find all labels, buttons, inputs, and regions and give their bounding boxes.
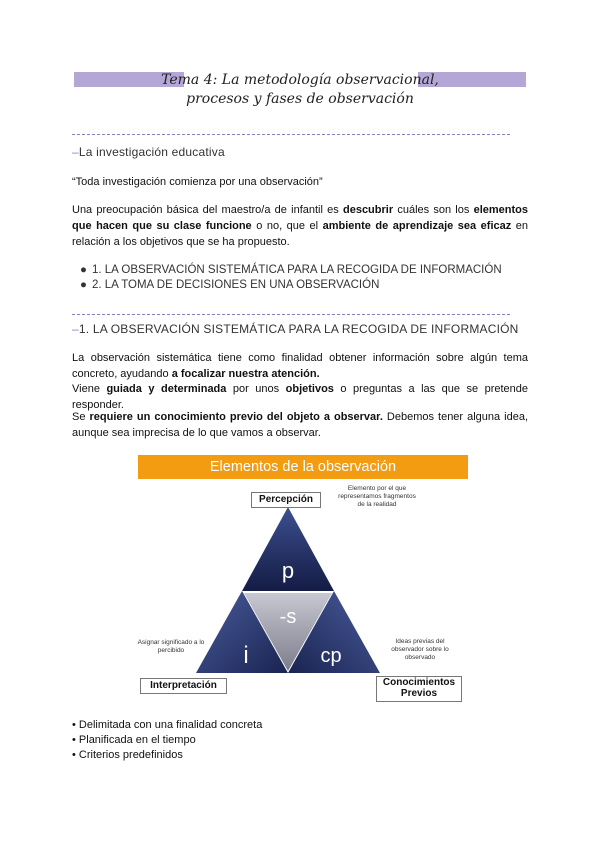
quote-text: “Toda investigación comienza por una observación” (72, 176, 323, 188)
bold-run: ambiente de aprendizaje sea eficaz (322, 220, 512, 232)
section-divider (72, 134, 510, 135)
text-run: por unos (226, 383, 286, 395)
toc-item-label: 1. LA OBSERVACIÓN SISTEMÁTICA PARA LA RECOGIDA DE INFORMACIÓN (92, 264, 502, 276)
tri-label-cp: cp (320, 645, 342, 667)
bold-run: a focalizar nuestra atención. (171, 368, 320, 380)
figure-header: Elementos de la observación (138, 455, 468, 479)
list-item: • Planificada en el tiempo (72, 734, 196, 746)
list-item: • Delimitada con una finalidad concreta (72, 719, 263, 731)
heading-dash: – (72, 322, 79, 336)
bold-run: objetivos (285, 383, 334, 395)
prior-knowledge-line2: Previos (400, 688, 438, 699)
bold-run: requiere un conocimiento previo del objeto a observar. (89, 411, 383, 423)
text-run: Se (72, 411, 90, 423)
section-divider (72, 314, 510, 315)
text-run: Una preocupación básica del maestro/a de infantil es (72, 204, 343, 216)
section-heading-text: 1. LA OBSERVACIÓN SISTEMÁTICA PARA LA RECOGIDA DE INFORMACIÓN (78, 322, 519, 336)
perception-note: Elemento por el que representamos fragmentos de la realidad (338, 485, 416, 508)
page-title-line1: Tema 4: La metodología observacional, (161, 72, 439, 88)
tri-label-i: i (243, 642, 249, 669)
page-title-line2: procesos y fases de observación (186, 91, 414, 107)
table-of-contents (72, 263, 502, 293)
paragraph-1 (72, 350, 528, 382)
bullet-icon: ● (80, 264, 87, 276)
toc-item-label: 2. LA TOMA DE DECISIONES EN UNA OBSERVACIÓN (92, 279, 380, 291)
bold-run: descubrir (342, 204, 394, 216)
bullet-icon: ● (80, 279, 87, 291)
toc-item (72, 278, 502, 293)
text-run: Viene (72, 383, 107, 395)
characteristics-list (72, 718, 262, 763)
text-run: Debemos tener alguna idea, aunque sea imprecisa de lo que vamos a observar. (72, 411, 529, 439)
perception-box: Percepción (251, 492, 321, 508)
heading-dash: – (72, 145, 79, 159)
text-run: en relación a los objetivos que se ha propuesto. (72, 220, 528, 248)
interpretation-note: Asignar significado a lo percibido (137, 639, 205, 654)
intro-paragraph (72, 202, 528, 250)
tri-label-p: p (281, 558, 295, 583)
observation-elements-figure (138, 455, 468, 703)
text-run: cuáles son los (393, 204, 474, 216)
toc-item (72, 263, 502, 278)
bold-run: guiada y determinada (106, 383, 227, 395)
text-run: La observación sistemática tiene como finalidad obtener información sobre algún tema concreto, ayudando (72, 352, 528, 380)
text-run: o no, que el (251, 220, 323, 232)
bold-run: elementos que hacen que su clase funcione (72, 204, 528, 232)
tri-label-s: -s (279, 606, 297, 628)
paragraph-3 (72, 409, 528, 441)
section-heading (72, 145, 225, 159)
section-heading (72, 322, 519, 336)
interpretation-box: Interpretación (140, 678, 227, 694)
prior-knowledge-note: Ideas previas del observador sobre lo observado (391, 638, 449, 661)
list-item: • Criterios predefinidos (72, 749, 183, 761)
text-run: o preguntas a las que se pretende responder. (72, 383, 529, 411)
prior-knowledge-box (376, 676, 462, 702)
section-heading-text: La investigación educativa (78, 145, 225, 159)
prior-knowledge-line1: Conocimientos (382, 677, 456, 688)
